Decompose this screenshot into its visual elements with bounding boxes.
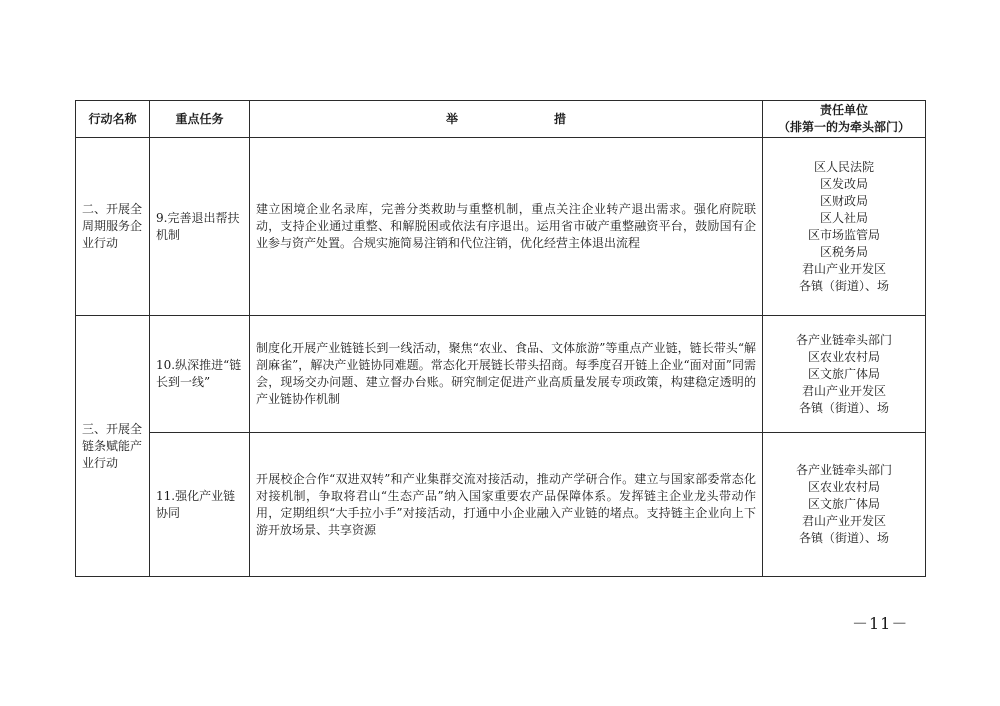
dept-item: 君山产业开发区	[801, 261, 886, 276]
table-row	[76, 316, 926, 433]
dept-item: 各产业链牵头部门	[795, 463, 892, 477]
key-task-cell: 9.完善退出帮扶机制	[150, 138, 250, 316]
dept-item: 区人社局	[819, 210, 868, 225]
dept-item: 区税务局	[819, 244, 868, 259]
dept-item: 各镇（街道）、场	[798, 531, 889, 545]
page-number: －11－	[852, 614, 909, 633]
header-responsible-unit	[763, 101, 926, 138]
dept-item: 区发改局	[819, 176, 868, 191]
key-task-cell: 10.纵深推进“链长到一线”	[150, 316, 250, 433]
measure-cell: 制度化开展产业链链长到一线活动，聚焦“农业、食品、文体旅游”等重点产业链，链长带头“解剖麻雀”，解决产业链协同难题。常态化开展链长带头招商。每季度召开链上企业“面对面”同需会，现场交办问题、建立督办台账。研究制定促进产业高质量发展专项政策，构建稳定透明的产业链协作机制	[250, 316, 763, 433]
dept-item: 君山产业开发区	[801, 383, 886, 398]
dept-item: 区人民法院	[813, 159, 874, 174]
dept-item: 区农业农村局	[807, 480, 880, 494]
dept-item: 区财政局	[819, 193, 868, 208]
header-responsible-unit-title: 责任单位	[819, 103, 868, 117]
table-row	[76, 433, 926, 577]
action-table	[75, 100, 926, 577]
measure-cell: 建立困境企业名录库，完善分类救助与重整机制，重点关注企业转产退出需求。强化府院联动，支持企业通过重整、和解脱困或依法有序退出。运用省市破产重整融资平台，鼓励国有企业参与资产处置。合规实施简易注销和代位注销，优化经营主体退出流程	[250, 138, 763, 316]
action-name-cell: 三、开展全链条赋能产业行动	[76, 316, 150, 577]
dept-item: 区文旅广体局	[807, 366, 880, 381]
header-action-name: 行动名称	[76, 101, 150, 138]
key-task-cell: 11.强化产业链协同	[150, 433, 250, 577]
dept-item: 区文旅广体局	[807, 497, 880, 511]
dept-item: 区农业农村局	[807, 349, 880, 364]
dept-item: 各镇（街道）、场	[798, 400, 889, 415]
table-row	[76, 138, 926, 316]
header-measures-left: 举	[445, 111, 458, 126]
measure-cell: 开展校企合作“双进双转”和产业集群交流对接活动，推动产学研合作。建立与国家部委常态化对接机制，争取将君山“生态产品”纳入国家重要农产品保障体系。发挥链主企业龙头带动作用，定期组织“大手拉小手”对接活动，打通中小企业融入产业链的堵点。支持链主企业向上下游开放场景、共享资源	[250, 433, 763, 577]
dept-item: 各镇（街道）、场	[798, 278, 889, 293]
header-responsible-unit-note: （排第一的为牵头部门）	[777, 120, 910, 134]
header-measures-right: 措	[554, 111, 567, 126]
responsible-unit-cell	[763, 316, 926, 433]
action-name-cell: 二、开展全周期服务企业行动	[76, 138, 150, 316]
dept-item: 区市场监管局	[807, 227, 880, 242]
dept-item: 各产业链牵头部门	[795, 332, 892, 347]
header-measures	[250, 101, 763, 138]
dept-item: 君山产业开发区	[801, 514, 886, 528]
responsible-unit-cell	[763, 138, 926, 316]
header-key-task: 重点任务	[150, 101, 250, 138]
table-header-row	[76, 101, 926, 138]
responsible-unit-cell	[763, 433, 926, 577]
